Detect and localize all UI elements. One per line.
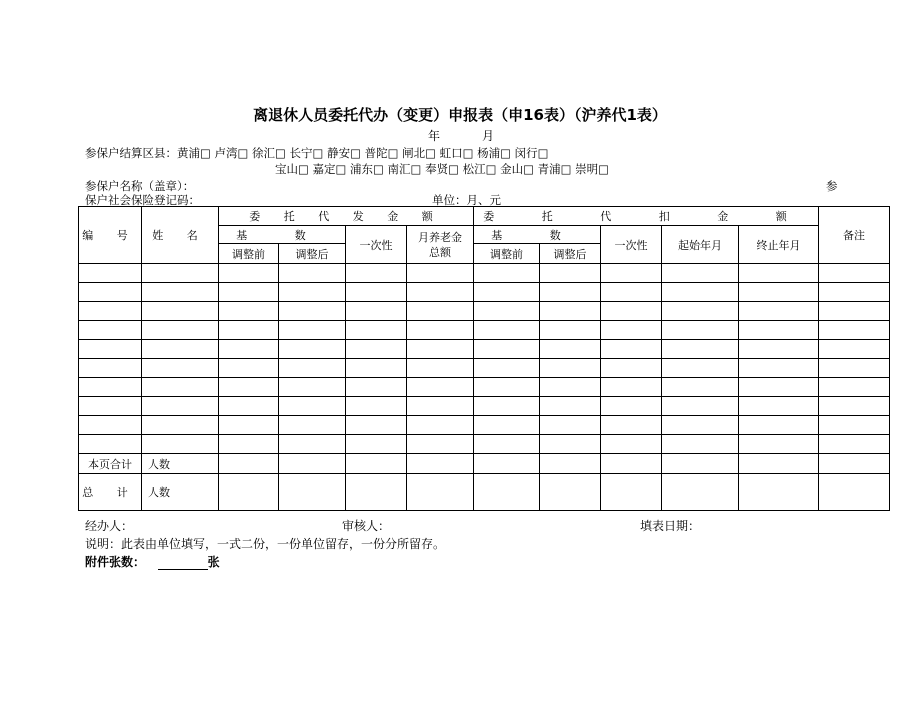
- entry-cell[interactable]: [279, 340, 346, 359]
- note-text: 说明：此表由单位填写，一式二份，一份单位留存，一份分所留存。: [85, 537, 446, 551]
- attachments-count-field[interactable]: [158, 557, 208, 570]
- entry-cell[interactable]: [474, 340, 540, 359]
- entry-cell[interactable]: [819, 416, 890, 435]
- deduct-group-header: 委 托 代 扣 金 额: [474, 207, 819, 226]
- entry-cell[interactable]: [739, 378, 819, 397]
- entry-cell[interactable]: [279, 264, 346, 283]
- entry-cell[interactable]: [540, 359, 601, 378]
- col-number-header: 编 号: [79, 207, 142, 264]
- page-total-cell[interactable]: [662, 454, 739, 474]
- page-total-cell[interactable]: [819, 454, 890, 474]
- entry-cell[interactable]: [739, 283, 819, 302]
- entry-cell[interactable]: [346, 435, 407, 454]
- entry-cell[interactable]: [79, 283, 142, 302]
- monthly-total-header: 月养老金总额: [407, 226, 474, 264]
- entry-cell[interactable]: [79, 302, 142, 321]
- fill-date-label: 填表日期：: [640, 519, 701, 533]
- entry-cell[interactable]: [79, 340, 142, 359]
- entry-cell[interactable]: [601, 321, 662, 340]
- entry-cell[interactable]: [346, 302, 407, 321]
- entry-cell[interactable]: [601, 397, 662, 416]
- entry-cell[interactable]: [819, 359, 890, 378]
- entry-cell[interactable]: [662, 359, 739, 378]
- entry-cell[interactable]: [662, 283, 739, 302]
- entry-cell[interactable]: [346, 264, 407, 283]
- districts-label: 参保户结算区县：: [85, 146, 177, 160]
- entry-cell[interactable]: [346, 321, 407, 340]
- entry-cell[interactable]: [662, 264, 739, 283]
- page-total-cell[interactable]: [279, 454, 346, 474]
- deduct-after-header: 调整后: [540, 244, 601, 264]
- table-row: [79, 321, 890, 340]
- registration-code-label: 保户社会保险登记码：: [85, 193, 200, 207]
- reviewer-label: 审核人：: [342, 519, 391, 533]
- month-label: 月: [482, 129, 495, 143]
- entry-cell[interactable]: [346, 359, 407, 378]
- grant-after-header: 调整后: [279, 244, 346, 264]
- entry-cell[interactable]: [739, 302, 819, 321]
- entry-cell[interactable]: [219, 378, 279, 397]
- entry-cell[interactable]: [662, 416, 739, 435]
- entry-cell[interactable]: [279, 378, 346, 397]
- end-month-header: 终止年月: [739, 226, 819, 264]
- entry-cell[interactable]: [219, 340, 279, 359]
- entry-cell[interactable]: [407, 359, 474, 378]
- year-month-line: [428, 127, 494, 144]
- entry-cell[interactable]: [540, 378, 601, 397]
- unit-label: 单位：月、元: [432, 193, 501, 207]
- table-row: [79, 283, 890, 302]
- entry-cell[interactable]: [279, 283, 346, 302]
- grant-before-header: 调整前: [219, 244, 279, 264]
- grant-base-header: 基 数: [219, 226, 346, 244]
- entry-cell[interactable]: [142, 264, 219, 283]
- entry-cell[interactable]: [219, 359, 279, 378]
- entry-cell[interactable]: [279, 397, 346, 416]
- entry-cell[interactable]: [739, 397, 819, 416]
- grand-total-cell[interactable]: [662, 474, 739, 511]
- attachments-unit: 张: [207, 555, 220, 569]
- entry-cell[interactable]: [279, 359, 346, 378]
- entry-cell[interactable]: [219, 397, 279, 416]
- entry-cell[interactable]: [601, 302, 662, 321]
- entry-cell[interactable]: [279, 302, 346, 321]
- entry-cell[interactable]: [142, 416, 219, 435]
- grand-total-cell[interactable]: [346, 474, 407, 511]
- entry-cell[interactable]: [819, 264, 890, 283]
- entry-cell[interactable]: [142, 397, 219, 416]
- year-label: 年: [428, 129, 441, 143]
- entry-cell[interactable]: [819, 321, 890, 340]
- entry-cell[interactable]: [407, 340, 474, 359]
- entry-cell[interactable]: [79, 416, 142, 435]
- deduct-one-time-header: 一次性: [601, 226, 662, 264]
- entry-cell[interactable]: [279, 321, 346, 340]
- entry-cell[interactable]: [601, 264, 662, 283]
- entry-cell[interactable]: [79, 378, 142, 397]
- entry-cell[interactable]: [142, 435, 219, 454]
- entry-cell[interactable]: [219, 264, 279, 283]
- entry-cell[interactable]: [739, 321, 819, 340]
- entry-cell[interactable]: [219, 283, 279, 302]
- entry-cell[interactable]: [407, 378, 474, 397]
- entry-cell[interactable]: [819, 340, 890, 359]
- entry-cell[interactable]: [540, 264, 601, 283]
- entry-cell[interactable]: [79, 397, 142, 416]
- remarks-header: 备注: [819, 207, 890, 264]
- grand-total-people: 人数: [142, 474, 219, 511]
- entry-cell[interactable]: [346, 397, 407, 416]
- entry-cell[interactable]: [739, 359, 819, 378]
- entry-cell[interactable]: [662, 321, 739, 340]
- entry-cell[interactable]: [474, 416, 540, 435]
- entry-cell[interactable]: [346, 283, 407, 302]
- grand-total-cell[interactable]: [601, 474, 662, 511]
- entry-cell[interactable]: [407, 435, 474, 454]
- insured-name-label: 参保户名称（盖章）：: [85, 179, 195, 193]
- entry-cell[interactable]: [601, 378, 662, 397]
- entry-cell[interactable]: [279, 416, 346, 435]
- entry-cell[interactable]: [540, 340, 601, 359]
- attachments-label: 附件张数：: [85, 555, 146, 569]
- start-month-header: 起始年月: [662, 226, 739, 264]
- district-checkboxes-row2[interactable]: 宝山□ 嘉定□ 浦东□ 南汇□ 奉贤□ 松江□ 金山□ 青浦□ 崇明□: [275, 162, 610, 176]
- entry-cell[interactable]: [346, 378, 407, 397]
- entry-cell[interactable]: [346, 340, 407, 359]
- table-row: [79, 378, 890, 397]
- entry-cell[interactable]: [219, 416, 279, 435]
- handler-label: 经办人：: [85, 519, 134, 533]
- entry-cell[interactable]: [219, 321, 279, 340]
- grand-total-cell[interactable]: [474, 474, 540, 511]
- entry-cell[interactable]: [407, 416, 474, 435]
- entry-cell[interactable]: [662, 378, 739, 397]
- entry-cell[interactable]: [407, 283, 474, 302]
- entry-cell[interactable]: [819, 435, 890, 454]
- grand-total-cell[interactable]: [819, 474, 890, 511]
- table-row: [79, 264, 890, 283]
- entry-cell[interactable]: [474, 435, 540, 454]
- entry-cell[interactable]: [474, 378, 540, 397]
- entry-cell[interactable]: [79, 321, 142, 340]
- entry-cell[interactable]: [819, 378, 890, 397]
- entry-cell[interactable]: [601, 416, 662, 435]
- grand-total-cell[interactable]: [739, 474, 819, 511]
- table-row: [79, 302, 890, 321]
- entry-cell[interactable]: [407, 302, 474, 321]
- entry-cell[interactable]: [601, 435, 662, 454]
- entry-cell[interactable]: [662, 397, 739, 416]
- entry-cell[interactable]: [540, 321, 601, 340]
- entry-cell[interactable]: [474, 302, 540, 321]
- page-total-people: 人数: [142, 454, 219, 474]
- data-rows: [79, 264, 890, 454]
- table-row: [79, 340, 890, 359]
- entry-cell[interactable]: [346, 416, 407, 435]
- table-row: [79, 416, 890, 435]
- right-fragment: 参: [826, 179, 838, 193]
- grand-total-cell[interactable]: [219, 474, 279, 511]
- table-row: [79, 397, 890, 416]
- grand-total-cell[interactable]: [407, 474, 474, 511]
- entry-cell[interactable]: [540, 397, 601, 416]
- entry-cell[interactable]: [407, 264, 474, 283]
- entry-cell[interactable]: [474, 264, 540, 283]
- entry-cell[interactable]: [739, 340, 819, 359]
- entry-cell[interactable]: [739, 264, 819, 283]
- page-total-label: 本页合计: [79, 454, 142, 474]
- entry-cell[interactable]: [142, 321, 219, 340]
- declaration-table: [78, 206, 890, 511]
- table-row: [79, 359, 890, 378]
- entry-cell[interactable]: [219, 302, 279, 321]
- page-total-cell[interactable]: [739, 454, 819, 474]
- deduct-base-header: 基 数: [474, 226, 601, 244]
- entry-cell[interactable]: [474, 359, 540, 378]
- entry-cell[interactable]: [662, 302, 739, 321]
- entry-cell[interactable]: [662, 340, 739, 359]
- entry-cell[interactable]: [540, 435, 601, 454]
- page-total-cell[interactable]: [407, 454, 474, 474]
- entry-cell[interactable]: [407, 321, 474, 340]
- entry-cell[interactable]: [474, 283, 540, 302]
- entry-cell[interactable]: [79, 264, 142, 283]
- districts-line: [85, 145, 549, 161]
- page-total-cell[interactable]: [219, 454, 279, 474]
- entry-cell[interactable]: [142, 378, 219, 397]
- entry-cell[interactable]: [540, 283, 601, 302]
- form-title: 离退休人员委托代办（变更）申报表（申16表）（沪养代1表）: [253, 106, 667, 124]
- entry-cell[interactable]: [739, 416, 819, 435]
- grant-one-time-header: 一次性: [346, 226, 407, 264]
- entry-cell[interactable]: [219, 435, 279, 454]
- entry-cell[interactable]: [601, 340, 662, 359]
- entry-cell[interactable]: [540, 302, 601, 321]
- entry-cell[interactable]: [79, 359, 142, 378]
- attachments-line: [85, 553, 220, 570]
- grand-total-cell[interactable]: [540, 474, 601, 511]
- entry-cell[interactable]: [142, 283, 219, 302]
- entry-cell[interactable]: [819, 302, 890, 321]
- entry-cell[interactable]: [819, 397, 890, 416]
- page-total-cell[interactable]: [474, 454, 540, 474]
- entry-cell[interactable]: [819, 283, 890, 302]
- entry-cell[interactable]: [79, 435, 142, 454]
- grand-total-cell[interactable]: [279, 474, 346, 511]
- entry-cell[interactable]: [601, 359, 662, 378]
- entry-cell[interactable]: [142, 340, 219, 359]
- entry-cell[interactable]: [407, 397, 474, 416]
- entry-cell[interactable]: [601, 283, 662, 302]
- entry-cell[interactable]: [142, 359, 219, 378]
- entry-cell[interactable]: [540, 416, 601, 435]
- page-total-cell[interactable]: [601, 454, 662, 474]
- entry-cell[interactable]: [474, 397, 540, 416]
- grand-total-label: 总 计: [79, 474, 142, 511]
- deduct-before-header: 调整前: [474, 244, 540, 264]
- table-row: [79, 435, 890, 454]
- page-total-cell[interactable]: [346, 454, 407, 474]
- entry-cell[interactable]: [474, 321, 540, 340]
- entry-cell[interactable]: [739, 435, 819, 454]
- district-checkboxes-row1[interactable]: 黄浦□ 卢湾□ 徐汇□ 长宁□ 静安□ 普陀□ 闸北□ 虹口□ 杨浦□ 闵行□: [177, 146, 549, 160]
- entry-cell[interactable]: [142, 302, 219, 321]
- page-total-cell[interactable]: [540, 454, 601, 474]
- entry-cell[interactable]: [279, 435, 346, 454]
- entry-cell[interactable]: [662, 435, 739, 454]
- grant-group-header: 委 托 代 发 金 额: [219, 207, 474, 226]
- col-name-header: 姓 名: [142, 207, 219, 264]
